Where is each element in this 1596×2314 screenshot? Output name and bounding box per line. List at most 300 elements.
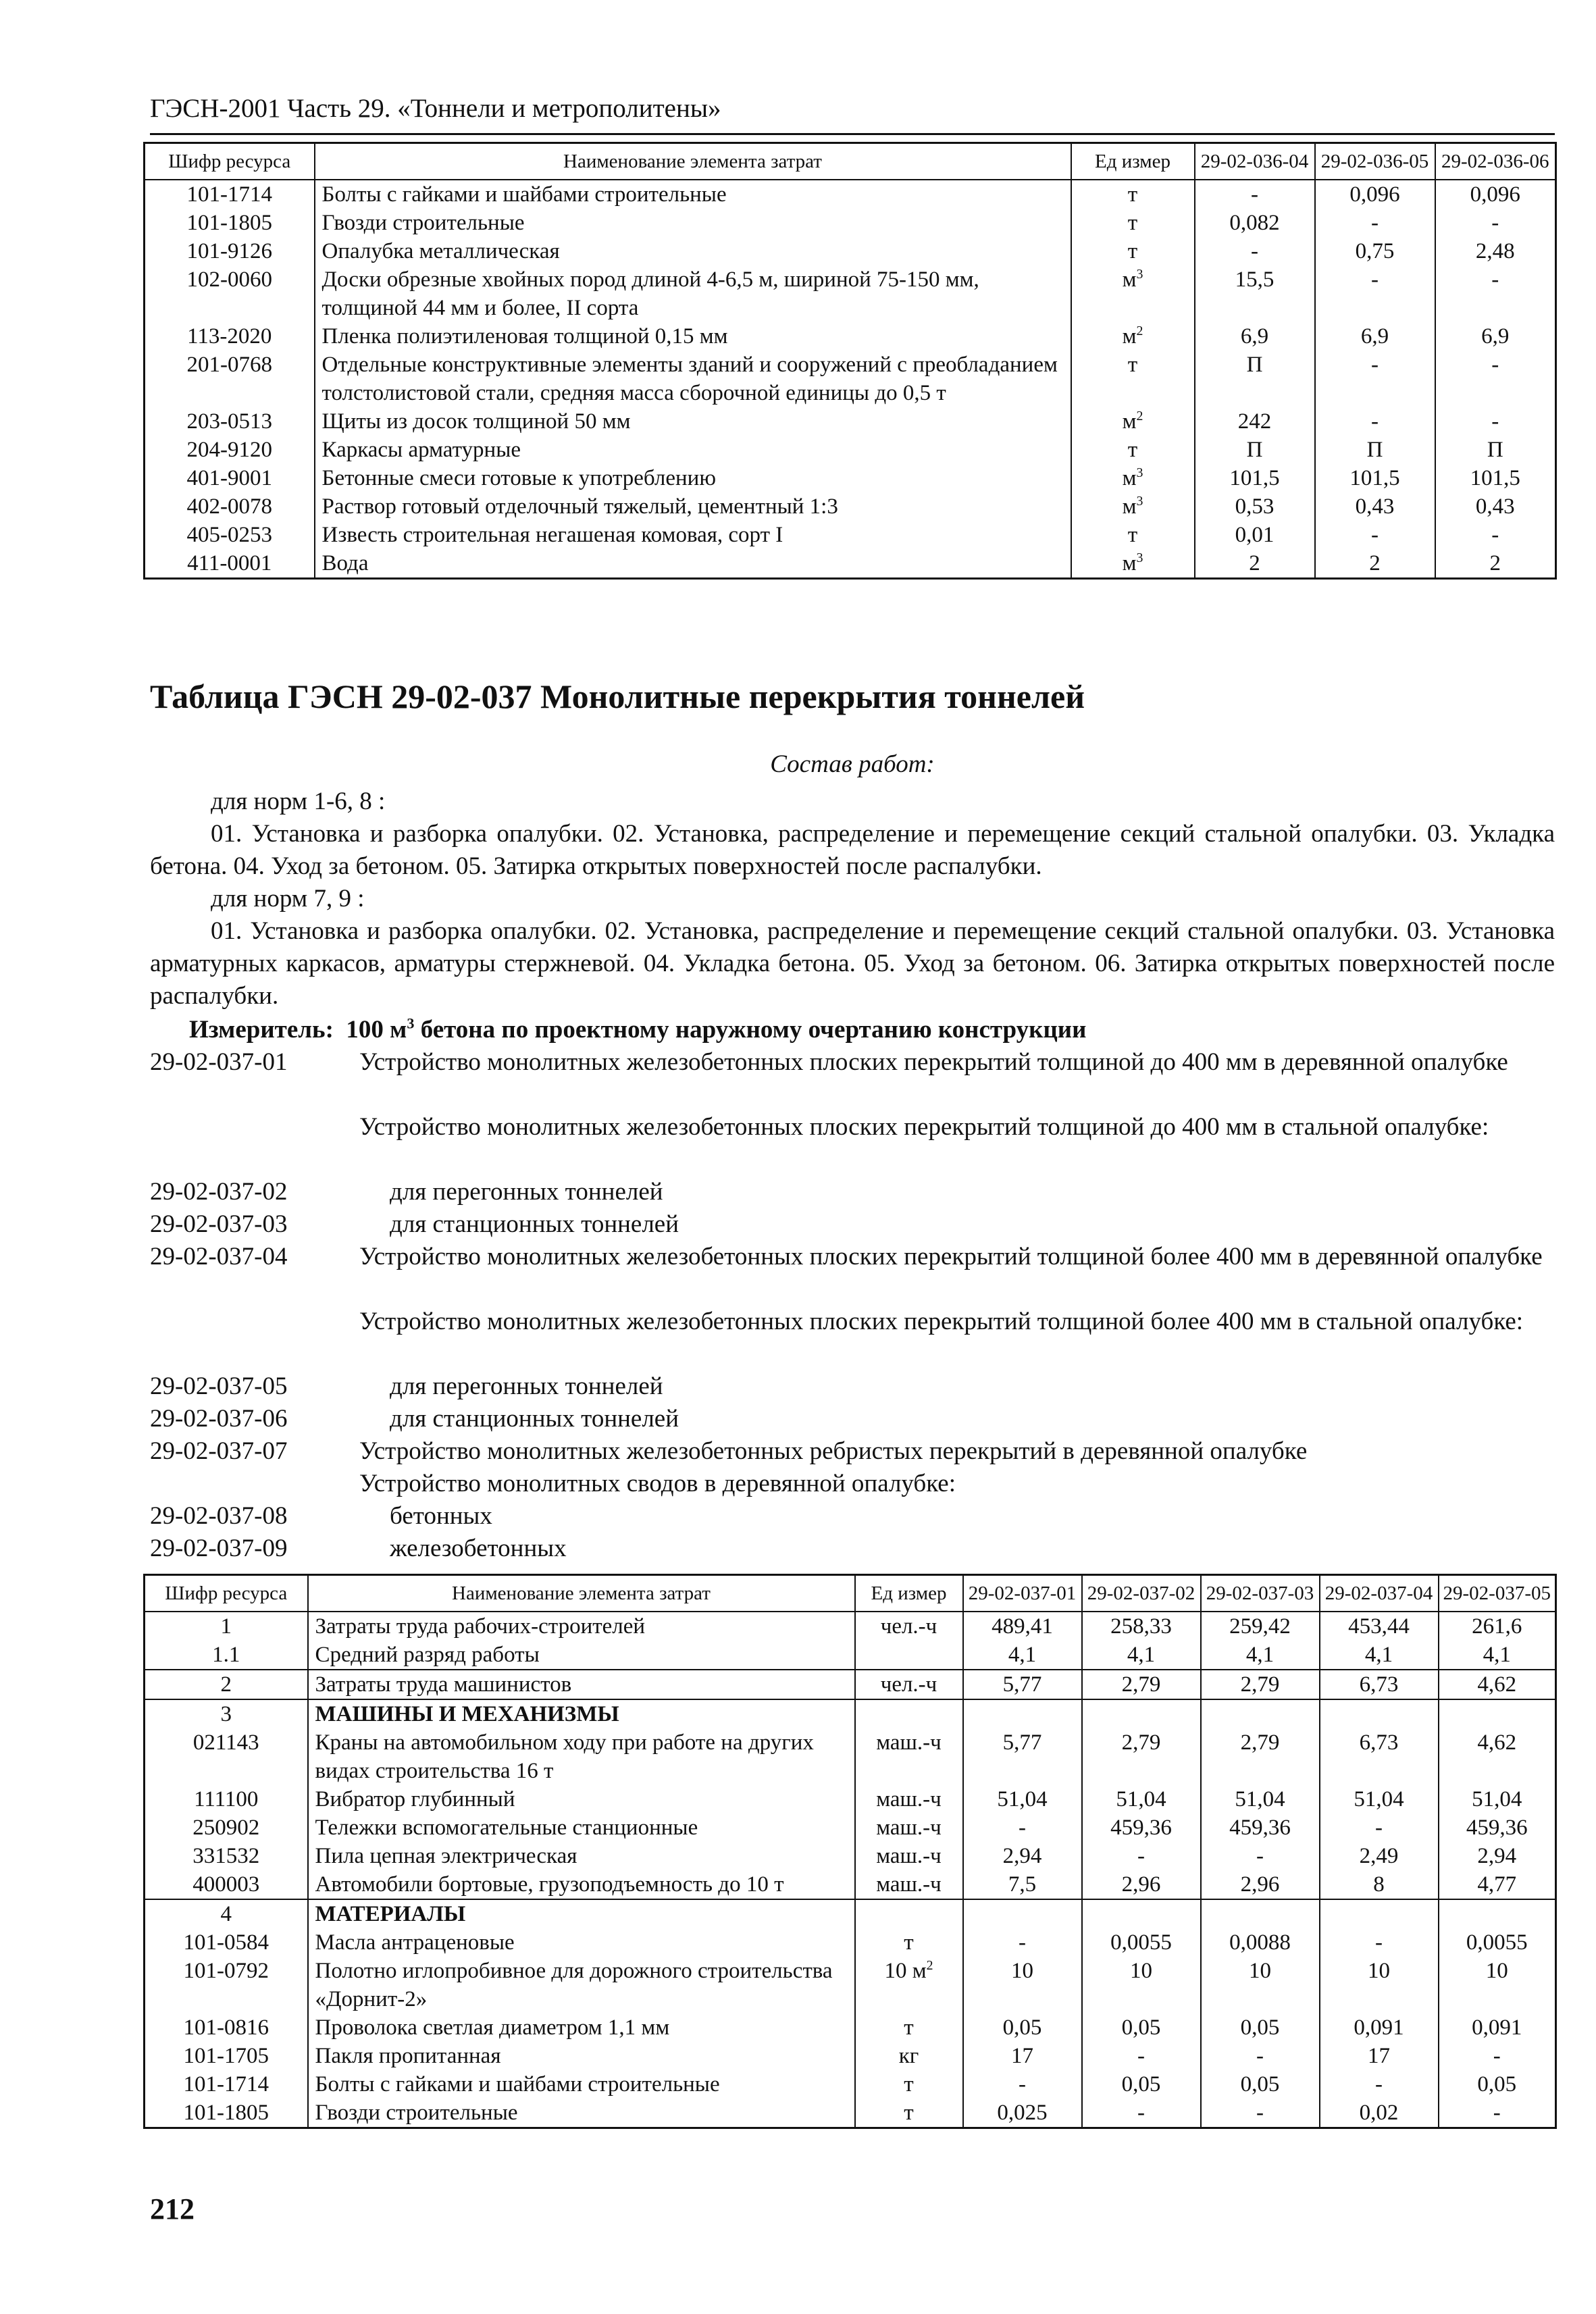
value-cell: 2,79 — [1082, 1670, 1201, 1699]
unit-cell — [855, 1928, 963, 1957]
value-cell: П — [1315, 436, 1435, 464]
value-cell: - — [1439, 2099, 1556, 2128]
value-cell: - — [1439, 2042, 1556, 2070]
value-cell: 2,48 — [1435, 237, 1556, 265]
value-cell: 0,091 — [1320, 2013, 1439, 2042]
unit-cell — [855, 2099, 963, 2128]
resource-code: 204-9120 — [145, 436, 315, 464]
section-title: Таблица ГЭСН 29-02-037 Монолитные перекрытия тоннелей — [150, 677, 1085, 715]
value-cell: 258,33 — [1082, 1612, 1201, 1641]
group2-text: 01. Установка и разборка опалубки. 02. Установка, распределение и перемещение секций стальной опалубки. 03. Установка арматурных каркасов, арматуры стержневой. 04. Укладка бетона. 05. Уход за бетоном. 06. Затирка открытых поверхностей после распалубки. — [150, 917, 1555, 1010]
value-cell: 10 — [1082, 1957, 1201, 2013]
page-header-text: ГЭСН-2001 Часть 29. «Тоннели и метрополитены» — [150, 94, 721, 123]
measure-description: бетона по проектному наружному очертанию конструкции — [414, 1016, 1087, 1044]
table-row — [145, 1785, 1556, 1814]
norm-code: 29-02-037-01 — [150, 1048, 288, 1076]
value-cell: 10 — [963, 1957, 1082, 2013]
unit-cell — [1071, 265, 1195, 322]
value-cell: 0,01 — [1195, 521, 1315, 549]
unit-cell — [1071, 322, 1195, 351]
norm-description: Устройство монолитных железобетонных плоских перекрытий толщиной до 400 мм в деревянной опалубке — [359, 1048, 1508, 1076]
table-row — [145, 407, 1556, 436]
value-cell: 10 — [1201, 1957, 1320, 2013]
table-row — [145, 492, 1556, 521]
value-cell: 6,73 — [1320, 1728, 1439, 1785]
resource-name: Пленка полиэтиленовая толщиной 0,15 мм — [315, 322, 1071, 351]
resource-name: Доски обрезные хвойных пород длиной 4-6,5 м, шириной 75-150 мм, толщиной 44 мм и более, II сорта — [315, 265, 1071, 322]
value-cell: - — [1201, 1842, 1320, 1870]
resource-code: 411-0001 — [145, 549, 315, 579]
table-row — [145, 436, 1556, 464]
value-cell: 2 — [1435, 549, 1556, 579]
norm-description: бетонных — [390, 1502, 492, 1530]
value-cell: 0,05 — [1201, 2013, 1320, 2042]
norm-description: Устройство монолитных железобетонных плоских перекрытий толщиной более 400 мм в стальной опалубке: — [359, 1308, 1524, 1335]
norm-code: 29-02-037-07 — [150, 1437, 288, 1465]
value-cell: 6,73 — [1320, 1670, 1439, 1699]
unit-cell — [855, 2013, 963, 2042]
value-cell: - — [1315, 351, 1435, 407]
value-cell: - — [1195, 180, 1315, 209]
table-row — [145, 2013, 1556, 2042]
value-cell: - — [1315, 265, 1435, 322]
resource-name: Отдельные конструктивные элементы зданий и сооружений с преобладанием толстолистовой стали, средняя масса сборочной единицы до 0,5 т — [315, 351, 1071, 407]
value-cell: - — [1082, 2099, 1201, 2128]
resource-code: 331532 — [145, 1842, 308, 1870]
value-cell: 0,025 — [963, 2099, 1082, 2128]
resource-name: Гвозди строительные — [315, 209, 1071, 237]
unit-cell — [1071, 407, 1195, 436]
value-cell: П — [1435, 436, 1556, 464]
resource-name: Проволока светлая диаметром 1,1 мм — [308, 2013, 855, 2042]
table-row — [145, 521, 1556, 549]
resource-name: Опалубка металлическая — [315, 237, 1071, 265]
value-cell: 5,77 — [963, 1728, 1082, 1785]
resource-code: 2 — [145, 1670, 308, 1699]
unit-text: маш.-ч — [876, 1816, 942, 1840]
value-cell: - — [1201, 2099, 1320, 2128]
value-cell: 459,36 — [1201, 1814, 1320, 1842]
resource-name: Гвозди строительные — [308, 2099, 855, 2128]
table-row — [145, 1670, 1556, 1699]
unit-cell — [1071, 180, 1195, 209]
resource-code: 203-0513 — [145, 407, 315, 436]
unit-text: т — [1127, 182, 1138, 207]
table-row — [145, 1870, 1556, 1899]
measure-line — [189, 1014, 1560, 1046]
resource-name: Полотно иглопробивное для дорожного строительства «Дорнит-2» — [308, 1957, 855, 2013]
resource-code: 113-2020 — [145, 322, 315, 351]
table-row — [145, 2042, 1556, 2070]
value-cell — [1201, 1699, 1320, 1728]
table-row — [145, 549, 1556, 579]
value-cell — [1439, 1899, 1556, 1928]
value-cell: 4,1 — [1439, 1641, 1556, 1670]
value-cell: 0,02 — [1320, 2099, 1439, 2128]
value-cell: 6,9 — [1315, 322, 1435, 351]
value-cell: 0,05 — [1201, 2070, 1320, 2099]
unit-cell — [1071, 464, 1195, 492]
value-cell: - — [1435, 521, 1556, 549]
resource-code: 4 — [145, 1899, 308, 1928]
unit-text: м — [1122, 466, 1137, 490]
resource-name: Затраты труда рабочих-строителей — [308, 1612, 855, 1641]
table-row — [145, 2070, 1556, 2099]
table-row — [145, 1728, 1556, 1785]
resource-code: 1.1 — [145, 1641, 308, 1670]
unit-text: т — [1127, 239, 1138, 263]
value-cell: 6,9 — [1195, 322, 1315, 351]
table-row — [145, 1699, 1556, 1728]
resource-table-037 — [143, 1574, 1557, 2129]
value-cell: 5,77 — [963, 1670, 1082, 1699]
value-cell: - — [1435, 407, 1556, 436]
value-cell: 51,04 — [1082, 1785, 1201, 1814]
unit-cell — [1071, 521, 1195, 549]
resource-name: Пакля пропитанная — [308, 2042, 855, 2070]
value-cell: 2 — [1195, 549, 1315, 579]
unit-text: м — [1122, 324, 1137, 349]
unit-cell — [855, 1728, 963, 1785]
measure-value: 100 м — [346, 1016, 407, 1044]
value-cell: 0,53 — [1195, 492, 1315, 521]
value-cell: - — [1082, 2042, 1201, 2070]
value-cell: 6,9 — [1435, 322, 1556, 351]
column-header: Шифр ресурса — [145, 143, 315, 180]
resource-code: 402-0078 — [145, 492, 315, 521]
value-cell: - — [1201, 2042, 1320, 2070]
value-cell: 0,05 — [1439, 2070, 1556, 2099]
unit-cell — [855, 1670, 963, 1699]
value-cell: 453,44 — [1320, 1612, 1439, 1641]
unit-text: кг — [898, 2044, 919, 2068]
unit-text: т — [1127, 438, 1138, 462]
unit-superscript: 2 — [926, 1958, 933, 1973]
table-row — [145, 180, 1556, 209]
value-cell: 0,05 — [1082, 2070, 1201, 2099]
table-row — [145, 351, 1556, 407]
column-header: Наименование элемента затрат — [308, 1575, 855, 1612]
value-cell: П — [1195, 436, 1315, 464]
unit-cell — [855, 1612, 963, 1641]
value-cell — [1082, 1699, 1201, 1728]
unit-text: маш.-ч — [876, 1787, 942, 1811]
value-cell: 2,79 — [1082, 1728, 1201, 1785]
value-cell: 15,5 — [1195, 265, 1315, 322]
column-header: Шифр ресурса — [145, 1575, 308, 1612]
resource-name: МАШИНЫ И МЕХАНИЗМЫ — [308, 1699, 855, 1728]
value-cell: - — [1320, 2070, 1439, 2099]
value-cell: 101,5 — [1315, 464, 1435, 492]
value-cell: - — [1195, 237, 1315, 265]
unit-text: т — [1127, 353, 1138, 377]
norm-code: 29-02-037-06 — [150, 1405, 288, 1433]
unit-superscript: 2 — [1136, 324, 1143, 338]
unit-superscript: 2 — [1136, 409, 1143, 423]
unit-cell — [855, 1814, 963, 1842]
unit-text: м — [1122, 267, 1137, 292]
value-cell: 2,94 — [1439, 1842, 1556, 1870]
norm-description: Устройство монолитных сводов в деревянной опалубке: — [359, 1470, 956, 1497]
column-header: 29-02-036-05 — [1315, 143, 1435, 180]
column-header: 29-02-036-04 — [1195, 143, 1315, 180]
value-cell: 10 — [1439, 1957, 1556, 2013]
norm-description: железобетонных — [390, 1535, 567, 1562]
resource-name: Пила цепная электрическая — [308, 1842, 855, 1870]
column-header: 29-02-037-01 — [963, 1575, 1082, 1612]
value-cell: - — [1320, 1814, 1439, 1842]
unit-cell — [855, 1899, 963, 1928]
norm-code: 29-02-037-04 — [150, 1243, 288, 1270]
unit-cell — [1071, 549, 1195, 579]
value-cell: 4,62 — [1439, 1670, 1556, 1699]
table-row — [145, 2099, 1556, 2128]
column-header: Ед измер — [1071, 143, 1195, 180]
resource-name: Бетонные смеси готовые к употреблению — [315, 464, 1071, 492]
value-cell — [1082, 1899, 1201, 1928]
resource-name: Автомобили бортовые, грузоподъемность до 10 т — [308, 1870, 855, 1899]
value-cell: - — [1315, 521, 1435, 549]
value-cell: - — [963, 1928, 1082, 1957]
unit-text: чел.-ч — [880, 1672, 937, 1697]
resource-name: Средний разряд работы — [308, 1641, 855, 1670]
norm-description: Устройство монолитных железобетонных плоских перекрытий толщиной более 400 мм в деревянной опалубке — [359, 1243, 1543, 1270]
value-cell: - — [1320, 1928, 1439, 1957]
unit-cell — [1071, 492, 1195, 521]
value-cell: 4,1 — [963, 1641, 1082, 1670]
value-cell: 0,75 — [1315, 237, 1435, 265]
value-cell: 2,96 — [1201, 1870, 1320, 1899]
resource-name: Тележки вспомогательные станционные — [308, 1814, 855, 1842]
column-header: Ед измер — [855, 1575, 963, 1612]
unit-text: маш.-ч — [876, 1730, 942, 1755]
unit-cell — [855, 1785, 963, 1814]
resource-code: 111100 — [145, 1785, 308, 1814]
table-row — [145, 1899, 1556, 1928]
value-cell: 459,36 — [1439, 1814, 1556, 1842]
unit-cell — [855, 1699, 963, 1728]
resource-name: Масла антраценовые — [308, 1928, 855, 1957]
norm-description: для перегонных тоннелей — [390, 1178, 663, 1206]
table-row — [145, 322, 1556, 351]
table-row — [145, 1928, 1556, 1957]
unit-cell — [855, 1957, 963, 2013]
value-cell: 242 — [1195, 407, 1315, 436]
resource-code: 101-1714 — [145, 2070, 308, 2099]
value-cell: 4,1 — [1201, 1641, 1320, 1670]
resource-code: 101-0584 — [145, 1928, 308, 1957]
measure-sup: 3 — [407, 1014, 415, 1032]
table-row — [145, 1842, 1556, 1870]
unit-cell — [1071, 209, 1195, 237]
table-row — [145, 464, 1556, 492]
unit-superscript: 3 — [1136, 465, 1143, 480]
value-cell: - — [963, 2070, 1082, 2099]
resource-code: 1 — [145, 1612, 308, 1641]
norm-code: 29-02-037-05 — [150, 1372, 288, 1400]
value-cell: 0,05 — [1082, 2013, 1201, 2042]
value-cell: 0,0088 — [1201, 1928, 1320, 1957]
unit-cell — [855, 2042, 963, 2070]
value-cell: 4,1 — [1082, 1641, 1201, 1670]
value-cell: 2,94 — [963, 1842, 1082, 1870]
unit-text: т — [904, 2101, 914, 2125]
resource-name: Каркасы арматурные — [315, 436, 1071, 464]
value-cell: 101,5 — [1435, 464, 1556, 492]
value-cell: 0,096 — [1315, 180, 1435, 209]
value-cell: - — [1435, 351, 1556, 407]
unit-text: т — [904, 2015, 914, 2040]
value-cell: 0,43 — [1315, 492, 1435, 521]
unit-superscript: 3 — [1136, 494, 1143, 509]
page-number: 212 — [150, 2192, 195, 2226]
resource-code: 405-0253 — [145, 521, 315, 549]
value-cell: - — [1315, 209, 1435, 237]
resource-code: 101-1705 — [145, 2042, 308, 2070]
measure-label: Измеритель: — [189, 1016, 334, 1044]
unit-cell — [1071, 436, 1195, 464]
unit-superscript: 3 — [1136, 267, 1143, 282]
resource-code: 201-0768 — [145, 351, 315, 407]
value-cell: 489,41 — [963, 1612, 1082, 1641]
resource-code: 400003 — [145, 1870, 308, 1899]
resource-name: Вибратор глубинный — [308, 1785, 855, 1814]
column-header: 29-02-037-04 — [1320, 1575, 1439, 1612]
value-cell — [1439, 1699, 1556, 1728]
value-cell: 4,77 — [1439, 1870, 1556, 1899]
value-cell: 459,36 — [1082, 1814, 1201, 1842]
resource-name: Раствор готовый отделочный тяжелый, цементный 1:3 — [315, 492, 1071, 521]
composition-heading: Состав работ: — [770, 750, 935, 778]
unit-text: т — [904, 2072, 914, 2097]
table-header-row — [145, 1575, 1556, 1612]
value-cell: 4,62 — [1439, 1728, 1556, 1785]
table-row — [145, 1641, 1556, 1670]
group2-label: для норм 7, 9 : — [211, 885, 365, 912]
table-row — [145, 237, 1556, 265]
value-cell: 0,0055 — [1439, 1928, 1556, 1957]
column-header: 29-02-037-05 — [1439, 1575, 1556, 1612]
unit-cell — [855, 1870, 963, 1899]
value-cell: 10 — [1320, 1957, 1439, 2013]
value-cell: 4,1 — [1320, 1641, 1439, 1670]
resource-code: 102-0060 — [145, 265, 315, 322]
resource-name: МАТЕРИАЛЫ — [308, 1899, 855, 1928]
table-header-row — [145, 143, 1556, 180]
table-row — [145, 1612, 1556, 1641]
unit-cell — [1071, 237, 1195, 265]
resource-name: Известь строительная негашеная комовая, сорт I — [315, 521, 1071, 549]
column-header: 29-02-037-03 — [1201, 1575, 1320, 1612]
unit-superscript: 3 — [1136, 550, 1143, 565]
value-cell: - — [1315, 407, 1435, 436]
unit-text: м — [1122, 494, 1137, 519]
table-row — [145, 1814, 1556, 1842]
value-cell: 51,04 — [963, 1785, 1082, 1814]
norm-description: для перегонных тоннелей — [390, 1372, 663, 1400]
norm-description: Устройство монолитных железобетонных плоских перекрытий толщиной до 400 мм в стальной опалубке: — [359, 1113, 1489, 1141]
column-header: 29-02-036-06 — [1435, 143, 1556, 180]
value-cell: 0,43 — [1435, 492, 1556, 521]
value-cell: 17 — [963, 2042, 1082, 2070]
value-cell — [1320, 1899, 1439, 1928]
resource-code: 101-0792 — [145, 1957, 308, 2013]
value-cell: 8 — [1320, 1870, 1439, 1899]
norm-code: 29-02-037-09 — [150, 1535, 288, 1562]
value-cell: 2,96 — [1082, 1870, 1201, 1899]
resource-code: 021143 — [145, 1728, 308, 1785]
column-header: Наименование элемента затрат — [315, 143, 1071, 180]
unit-text: т — [904, 1930, 914, 1955]
norm-code: 29-02-037-08 — [150, 1502, 288, 1530]
column-header: 29-02-037-02 — [1082, 1575, 1201, 1612]
resource-code: 250902 — [145, 1814, 308, 1842]
resource-name: Вода — [315, 549, 1071, 579]
norm-code: 29-02-037-03 — [150, 1210, 288, 1238]
resource-name: Болты с гайками и шайбами строительные — [315, 180, 1071, 209]
unit-cell — [855, 1641, 963, 1670]
value-cell: 101,5 — [1195, 464, 1315, 492]
unit-text: м — [1122, 409, 1137, 434]
value-cell: 261,6 — [1439, 1612, 1556, 1641]
value-cell: 0,05 — [963, 2013, 1082, 2042]
value-cell: 0,091 — [1439, 2013, 1556, 2042]
value-cell: 17 — [1320, 2042, 1439, 2070]
unit-cell — [855, 1842, 963, 1870]
unit-text: чел.-ч — [880, 1614, 937, 1639]
page-header — [150, 93, 1555, 135]
resource-name: Краны на автомобильном ходу при работе на других видах строительства 16 т — [308, 1728, 855, 1785]
norm-description: для станционных тоннелей — [390, 1405, 679, 1433]
value-cell: 2,79 — [1201, 1670, 1320, 1699]
value-cell: - — [1082, 1842, 1201, 1870]
value-cell: 0,096 — [1435, 180, 1556, 209]
group1-label: для норм 1-6, 8 : — [211, 788, 386, 815]
resource-name: Затраты труда машинистов — [308, 1670, 855, 1699]
resource-name: Болты с гайками и шайбами строительные — [308, 2070, 855, 2099]
resource-name: Щиты из досок толщиной 50 мм — [315, 407, 1071, 436]
table-row — [145, 265, 1556, 322]
value-cell: 2,79 — [1201, 1728, 1320, 1785]
value-cell: 7,5 — [963, 1870, 1082, 1899]
table-row — [145, 209, 1556, 237]
unit-text: м — [1122, 551, 1137, 575]
group1-text: 01. Установка и разборка опалубки. 02. Установка, распределение и перемещение секций стальной опалубки. 03. Укладка бетона. 04. Уход за бетоном. 05. Затирка открытых поверхностей после распалубки. — [150, 820, 1555, 880]
norm-code: 29-02-037-02 — [150, 1178, 288, 1206]
unit-text: маш.-ч — [876, 1844, 942, 1868]
value-cell — [1201, 1899, 1320, 1928]
unit-text: 10 м — [884, 1959, 927, 1983]
table-row — [145, 1957, 1556, 2013]
value-cell: 259,42 — [1201, 1612, 1320, 1641]
value-cell: 51,04 — [1320, 1785, 1439, 1814]
resource-code: 3 — [145, 1699, 308, 1728]
resource-code: 101-1714 — [145, 180, 315, 209]
value-cell — [963, 1899, 1082, 1928]
unit-text: т — [1127, 523, 1138, 547]
resource-code: 101-1805 — [145, 209, 315, 237]
value-cell: 51,04 — [1439, 1785, 1556, 1814]
unit-text: маш.-ч — [876, 1872, 942, 1897]
resource-code: 101-1805 — [145, 2099, 308, 2128]
unit-cell — [855, 2070, 963, 2099]
unit-text: т — [1127, 211, 1138, 235]
resource-code: 101-9126 — [145, 237, 315, 265]
value-cell: 0,082 — [1195, 209, 1315, 237]
resource-code: 101-0816 — [145, 2013, 308, 2042]
unit-cell — [1071, 351, 1195, 407]
value-cell — [963, 1699, 1082, 1728]
